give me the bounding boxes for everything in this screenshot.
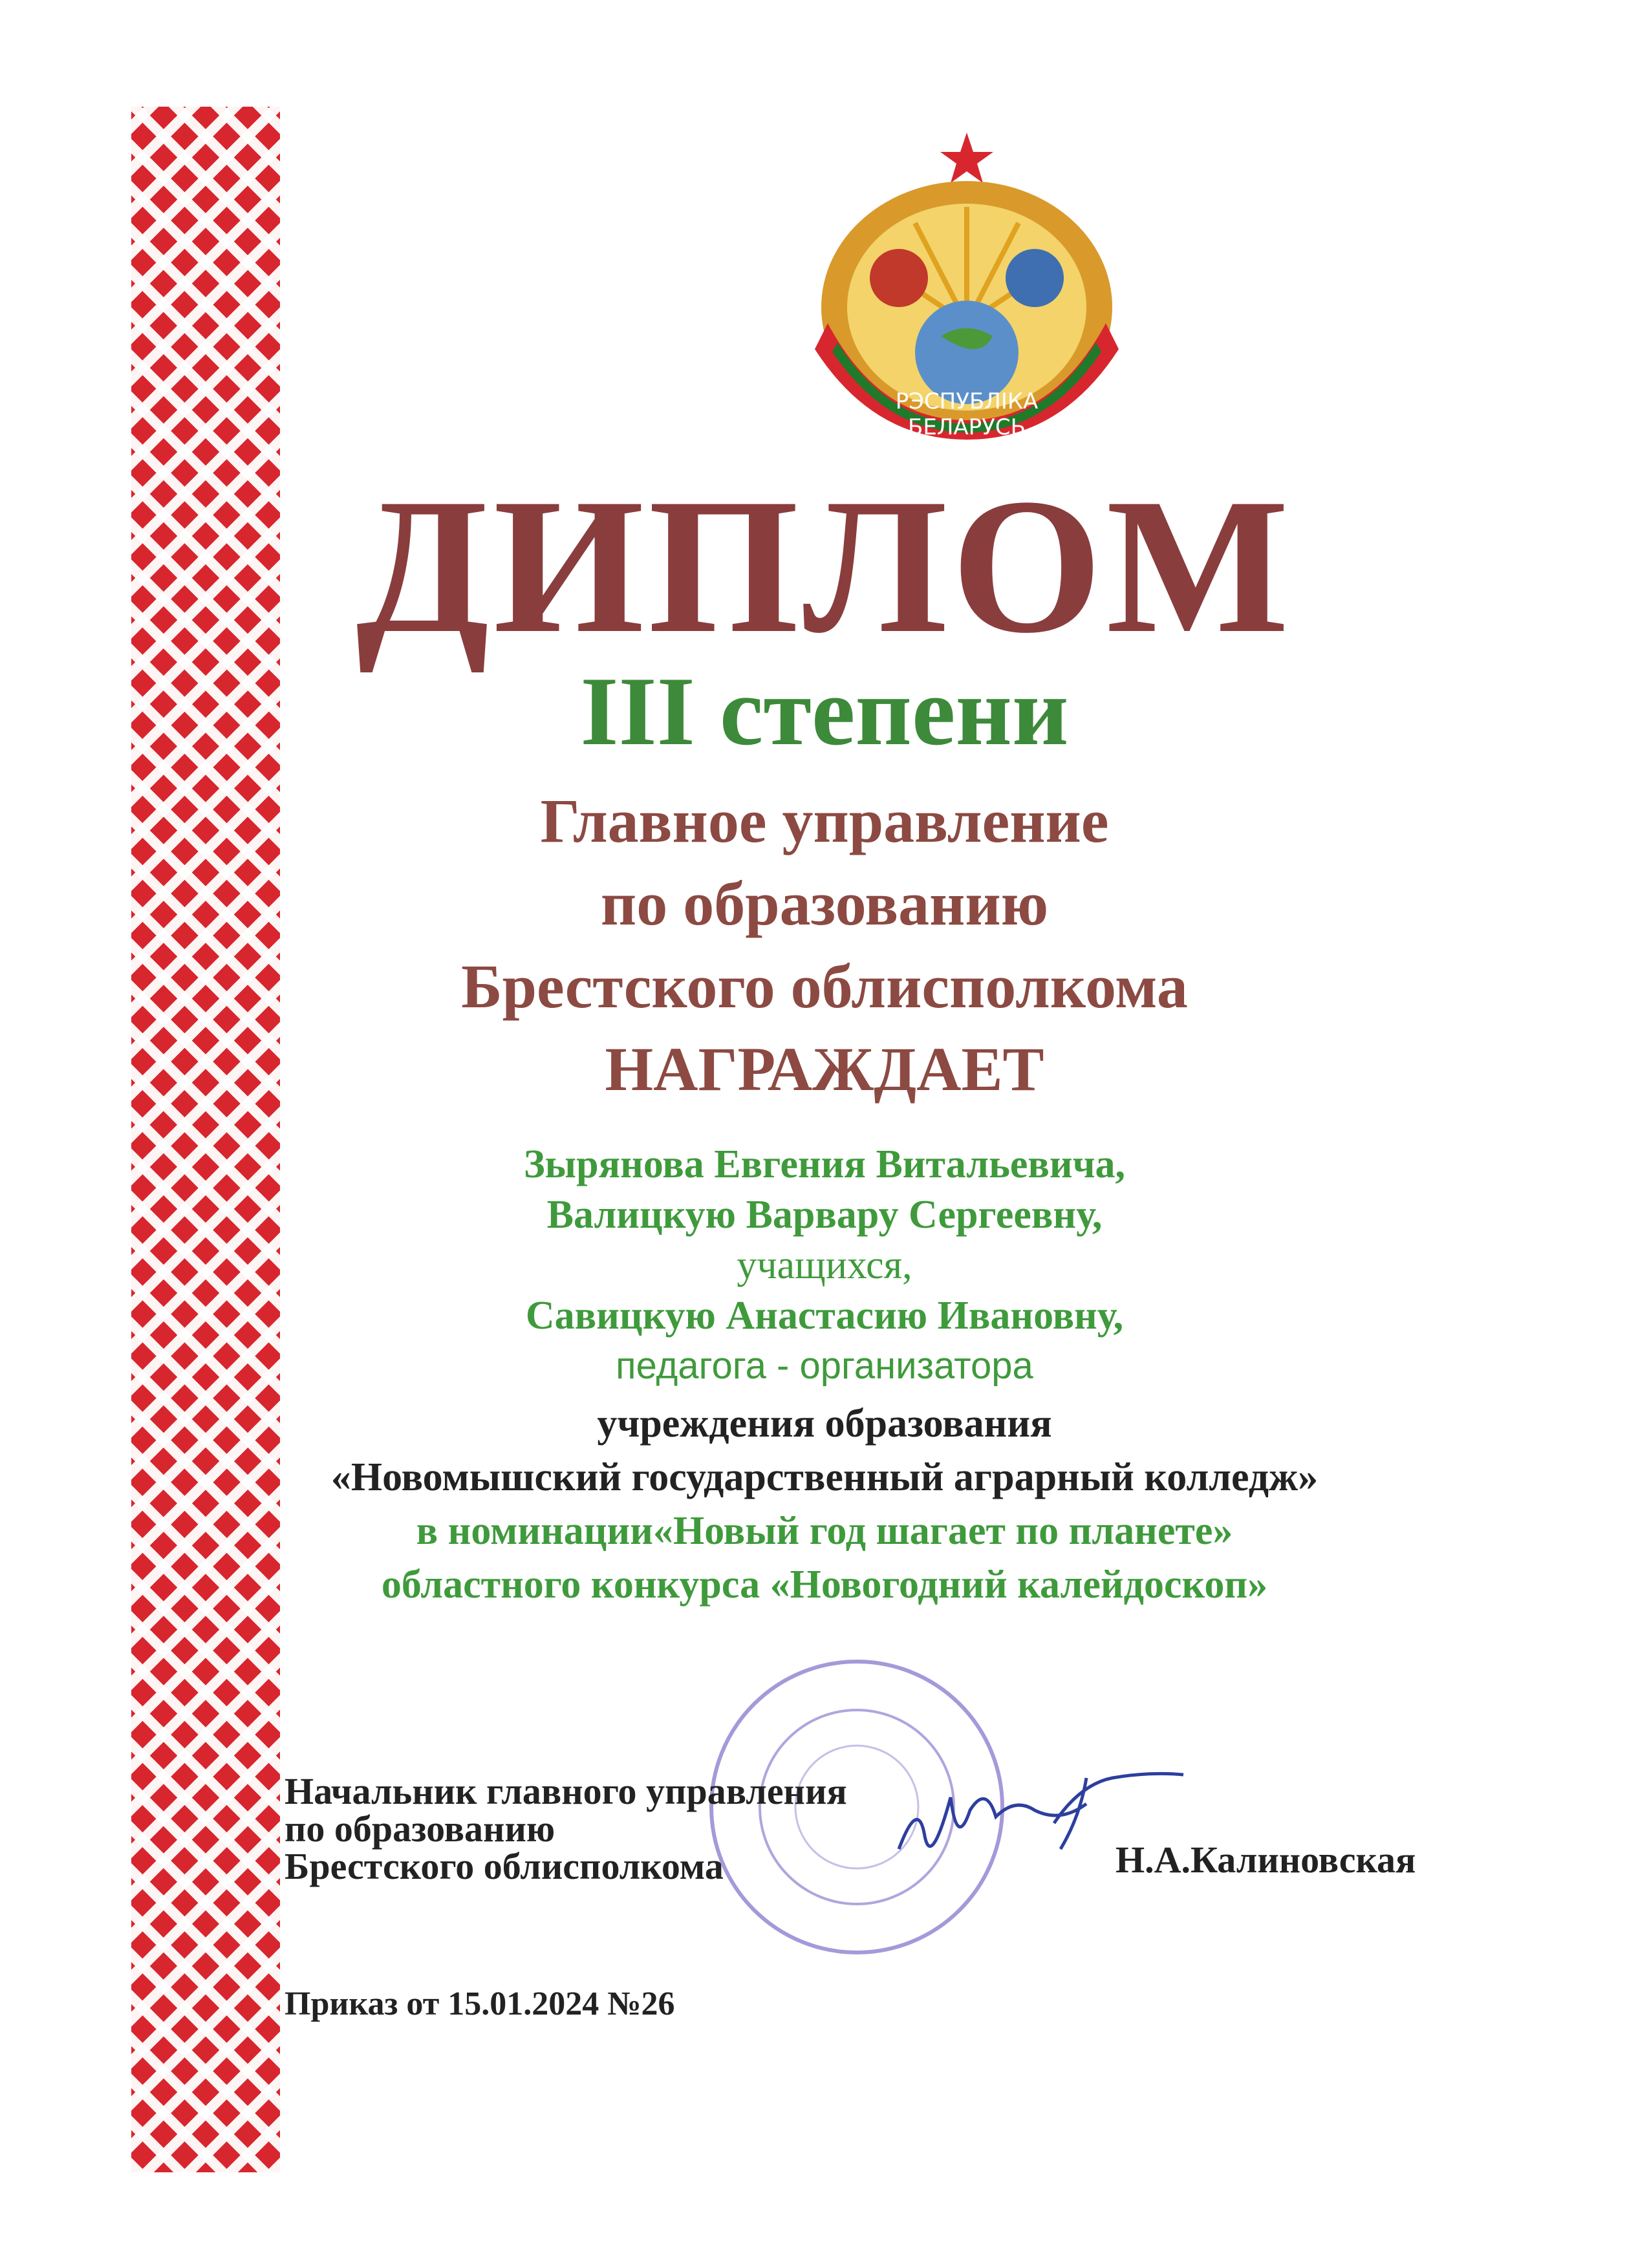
signatory-position-line: по образованию	[285, 1808, 555, 1850]
order-reference: Приказ от 15.01.2024 №26	[285, 1985, 675, 2022]
red-star-icon	[940, 133, 993, 183]
awardee-name: Савицкую Анастасию Ивановну,	[525, 1294, 1124, 1338]
institution-name: «Новомышский государственный аграрный колледж»	[330, 1455, 1319, 1499]
signatory-position-line: Начальник главного управления	[285, 1770, 847, 1812]
awards-verb: НАГРАЖДАЕТ	[605, 1034, 1044, 1104]
belarus-coat-of-arms-emblem	[802, 129, 1132, 446]
diploma-degree: III степени	[580, 657, 1069, 765]
awardee-name: Зырянова Евгения Витальевича,	[523, 1142, 1126, 1186]
awardee-name: Валицкую Варвару Сергеевну,	[546, 1193, 1103, 1237]
issuer-line: Главное управление	[540, 786, 1109, 855]
issuer-line: по образованию	[600, 869, 1049, 938]
awardee-role: педагога - организатора	[616, 1345, 1033, 1387]
issuer-line: Брестского облисполкома	[461, 952, 1188, 1021]
diploma-title: ДИПЛОМ	[356, 458, 1293, 673]
clover-flowers-left-icon	[870, 249, 928, 307]
contest-name: областного конкурса «Новогодний калейдоскоп»	[381, 1563, 1268, 1607]
emblem-ribbon-text-1: РЭСПУБЛІКА	[895, 389, 1039, 414]
handwritten-signature	[892, 1746, 1196, 1888]
flax-flowers-right-icon	[1006, 249, 1064, 307]
awardee-role: учащихся,	[737, 1243, 912, 1287]
nomination: в номинации«Новый год шагает по планете»	[416, 1509, 1233, 1553]
emblem-ribbon-text-2: БЕЛАРУСЬ	[908, 414, 1026, 440]
institution-type: учреждения образования	[597, 1402, 1052, 1446]
signatory-position-line: Брестского облисполкома	[285, 1845, 724, 1887]
signatory-name: Н.А.Калиновская	[1116, 1839, 1416, 1881]
